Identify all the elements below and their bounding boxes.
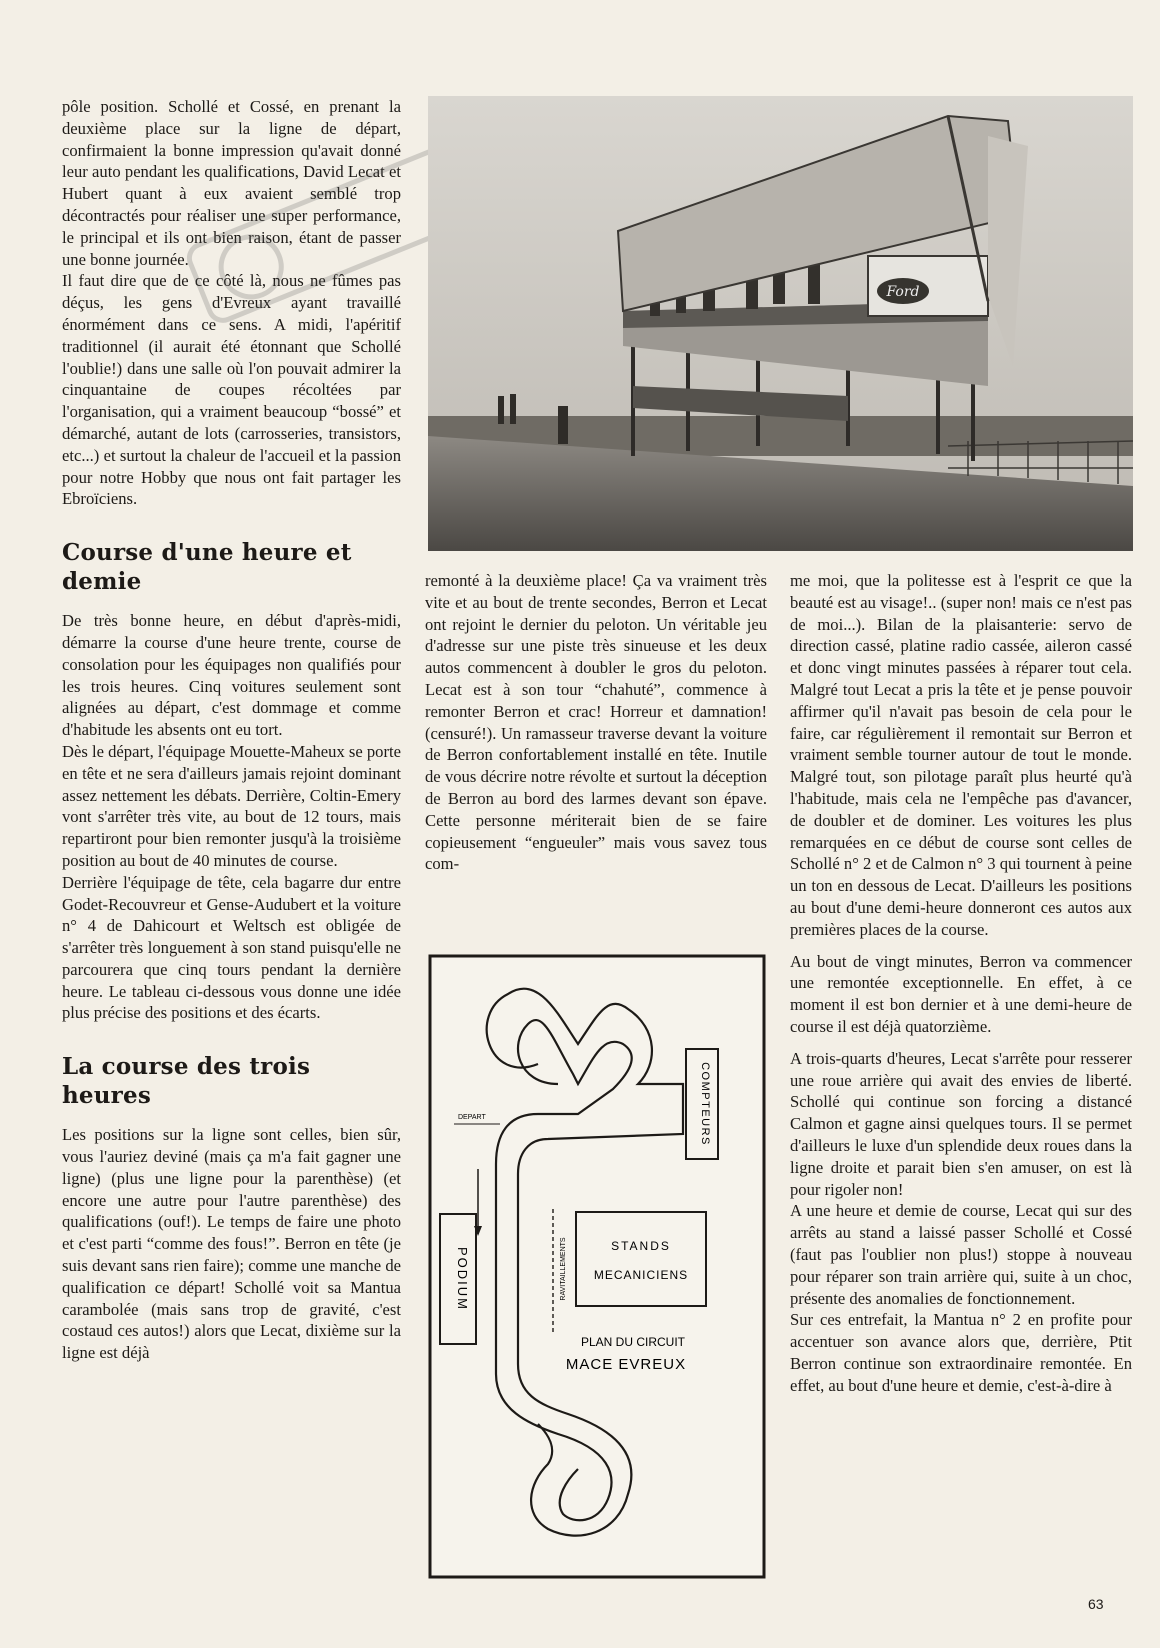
circuit-map [428, 954, 766, 1579]
paragraph: remonté à la deuxième place! Ça va vraiment très vite et au bout de trente secondes, Berron et Lecat ont rejoint le dernier du peloton. Un véritable jeu d'adresse sur une piste très sinueuse et les deux autos commencent à doubler le gros du peloton. Lecat est à son tour “chahuté”, commence à remonter Berron et crac! Horreur et damnation! (censuré!). Un ramasseur traverse devant la voiture de Berron confortablement installé en tête. Inutile de vous décrire notre révolte et surtout la déception de Berron au bord des larmes devant son épave. Cette personne mériterait bien de se faire copieusement “engueuler” mais vous savez tous com- [425, 571, 767, 874]
paragraph: Derrière l'équipage de tête, cela bagarre dur entre Godet-Recouvreur et Gense-Audubert et la voiture n° 4 de Dahicourt et Weltsch est obligée de s'arrêter très longuement à son stand puisqu'elle ne parcourera que cinq tours pendant la dernière heure. Le tableau ci-dessous vous donne une idée plus précise des positions et des écarts. [62, 872, 401, 1023]
section-heading-2: La course des trois heures [62, 1053, 311, 1110]
page-number: 63 [1088, 1596, 1104, 1612]
mecaniciens-label: MECANICIENS [593, 1268, 689, 1282]
sign-text: Ford [886, 284, 920, 300]
paragraph: Dès le départ, l'équipage Mouette-Maheux se porte en tête et ne sera d'ailleurs jamais rejoint dominant assez nettement les débats. Derrière, Coltin-Emery vont s'arrêter très vite, au bout de 12 tours, mais repartiront pour bien remonter jusqu'à la troisième position au bout de 40 minutes de course. [62, 741, 401, 870]
paragraph: Sur ces entrefait, la Mantua n° 2 en profite pour accentuer son avance alors que, derrière, Ptit Berron continue son extraordinaire remontée. En effet, au bout d'une heure et demie, c'est-à-dire à [790, 1310, 1132, 1395]
paragraph: A trois-quarts d'heures, Lecat s'arrête pour resserer une roue arrière qui avait des envies de liberté. Schollé qui continue son forcing a distancé Calmon et gagne ainsi quelques tours. Il se permet d'ailleurs le luxe d'un splendide deux roues dans la ligne droite et parait bien s'en amuser, on est là pour rigoler non! [790, 1048, 1132, 1199]
paragraph: Les positions sur la ligne sont celles, bien sûr, vous l'auriez deviné (mais ça m'a fait gagner une ligne) (plus une ligne pour la parenthèse) (et encore une autre pour l'autre parenthèse) des qualifications (ouf!). Le temps de faire une photo et c'est parti “comme des fous!”. Berron en tête (je suis devant sans rien faire); comme une manche de qualification ce départ! Schollé voit sa Mantua carambolée (mais sans trop de gravité, c'est costaud ces autos!) alors que Lecat, dixième sur la ligne est déjà [62, 1125, 401, 1363]
depart-label: DEPART [458, 1114, 486, 1121]
plan-title-line1: PLAN DU CIRCUIT [580, 1335, 686, 1349]
paragraph: pôle position. Schollé et Cossé, en prenant la deuxième place sur la ligne de départ, confirmaient la bonne impression qu'avait donné leur auto pendant les qualifications, David Lecat et Hubert quant à eux avaient semblé trop décontractés pour réaliser une super performance, le principal et ils ont bien raison, étant de passer une bonne journée. [62, 97, 401, 269]
paragraph: me moi, que la politesse est à l'esprit ce que la beauté est au visage!.. (super non! mais ce n'est pas de moi...). Bilan de la plaisanterie: servo de direction cassé, platine radio cassée, aileron cassé et donc vingt minutes passées à réparer tout cela. Malgré tout Lecat a pris la tête et je pense pouvoir affirmer qu'il n'avait pas besoin de cela pour le faire, car régulièrement il remontait sur Berron et vraiment semble tourner autour de tout le monde. Malgré tout, son pilotage paraît plus heurté qu'à l'habitude, mais cela ne l'empêche pas d'avancer, de doubler et de dominer. Les voitures les plus remarquées en ce début de course sont celles de Schollé n° 2 et de Calmon n° 3 qui tournent à peine un ton en dessous de Lecat. D'ailleurs les positions au bout d'une demi-heure donneront ces autos aux premières places de la course. [790, 571, 1132, 939]
paragraph: A une heure et demie de course, Lecat qui sur des arrêts au stand a laissé passer Schollé et Cossé (faut pas l'oublier non plus!) stoppe à nouveau pour réparer son train arrière qui, suite à un choc, présente des anomalies de fonctionnement. [790, 1201, 1132, 1308]
paragraph: De très bonne heure, en début d'après-midi, démarre la course d'une heure trente, course de consolation pour les équipages non qualifiés pour les trois heures. Cinq voitures seulement sont alignées au départ, c'est dommage et comme d'habitude les absents ont eu tort. [62, 611, 401, 740]
text-column-2 [425, 570, 767, 875]
ravitaillements-label: RAVITAILLEMENTS [560, 1237, 567, 1301]
podium-label: PODIUM [455, 1247, 470, 1311]
paragraph: Au bout de vingt minutes, Berron va commencer une remontée exceptionnelle. En effet, à ce moment il est bon dernier et à une demi-heure de course il est déjà quatorzième. [790, 951, 1132, 1036]
section-heading-1: Course d'une heure et demie [62, 539, 352, 596]
plan-title-line2: MACE EVREUX [565, 1356, 687, 1373]
text-column-3 [790, 570, 1132, 1396]
photo-grandstand [428, 96, 1133, 551]
compteurs-label: COMPTEURS [699, 1062, 711, 1146]
paragraph: Il faut dire que de ce côté là, nous ne fûmes pas déçus, les gens d'Evreux ayant travaillé énormément dans ce sens. A midi, l'apéritif traditionnel (il aurait été étonnant que Schollé l'oublie!) dans une salle où l'on pouvait admirer la cinquantaine de coupes récoltées par l'organisation, qui a vraiment beaucoup “bossé” et démarché, autant de lots (carrosseries, transistors, etc...) et surtout la chaleur de l'accueil et la passion pour notre Hobby que nous ont fait partager les Ebroïciens. [62, 271, 401, 509]
stands-label: STANDS [611, 1239, 671, 1253]
